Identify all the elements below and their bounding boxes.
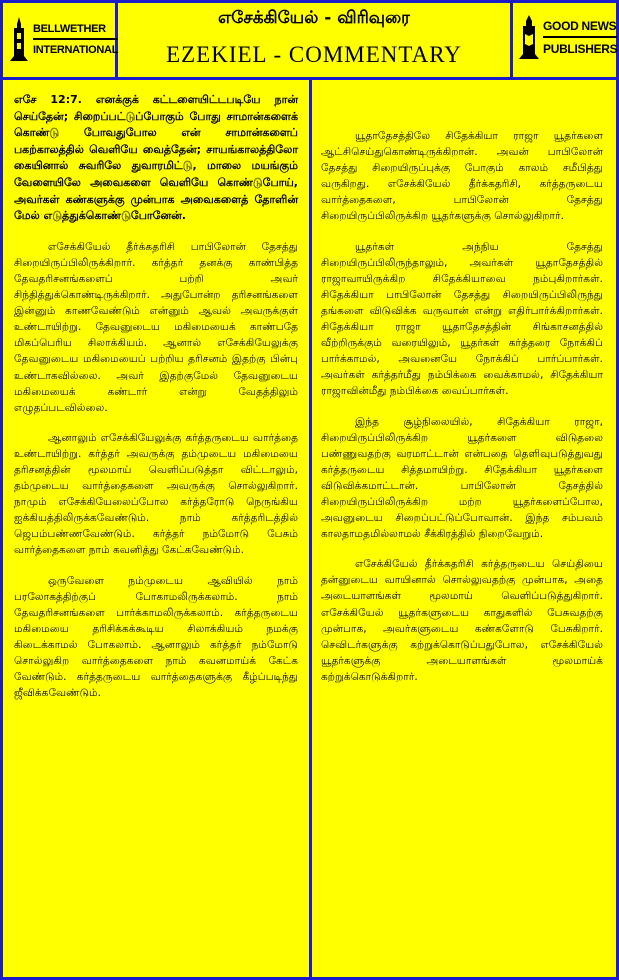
left-column-text xyxy=(14,92,298,715)
publisher-left-line1: BELLWETHER xyxy=(33,22,118,40)
left-paragraph-2: ஆனாலும் எசேக்கியேலுக்கு கர்த்தருடைய வார்த்தை உண்டாயிற்று. கர்த்தர் அவருக்கு தம்முடைய மகிமையை தரிசனத்தின் மூலமாய் வெளிப்படுத்தா விட்டாலும், தம்முடைய வார்த்தைகளை அவருக்கு சொல்லுகிறார். நாமும் எசேக்கியேலைப்போல கர்த்தரோடு நெருங்கிய ஐக்கியத்திலிருக்கவேண்டும். நாம் கர்த்தரிடத்தில் ஜெபம்பண்ணவேண்டும். கர்த்தர் நம்மோடு பேசும் வார்த்தைகளை நாம் கவனித்து கேட்கவேண்டும். xyxy=(14,431,298,557)
publisher-right-line1: GOOD NEWS xyxy=(543,18,617,38)
left-paragraph-3: ஒருவேளை நம்முடைய ஆவியில் நாம் பரலோகத்திற்குப் போகாமலிருக்கலாம். நாம் தேவதரிசனங்களை பார்க்காமலிருக்கலாம். கர்த்தருடைய மகிமையை தரிசிக்கக்கூடிய சிலாக்கியம் நமக்கு கிடைக்காமல் போகலாம். ஆனாலும் கர்த்தர் நம்மோடு சொல்லுகிற வார்த்தைகளை நாம் கவனமாய்க் கேட்க வேண்டும். கர்த்தருடைய வார்த்தைகளுக்கு கீழ்ப்படிந்து ஜீவிக்கவேண்டும். xyxy=(14,574,298,700)
bellwether-logo xyxy=(8,16,118,62)
right-paragraph-2: யூதர்கள் அந்நிய தேசத்து சிறையிருப்பிலிருந்தாலும், அவர்கள் யூதாதேசத்தில் ராஜாவாயிருக்கிற சிதேக்கியாவை நம்புகிறார்கள். சிதேக்கியா பாபிலோன் தேசத்து சிறையிருப்பிலிருந்து தங்களை விடுவிக்க வருவான் என்று எதிர்பார்க்கிறார்கள். சிதேக்கியா ராஜா யூதாதேசத்தின் சிங்காசனத்தில் வீற்றிருக்கும் வரையிலும், யூதர்கள் கர்த்தரை நோக்கிப் பார்க்காமல், அவனையே நோக்கிப் பார்ப்பார்கள். அவர்கள் கர்த்தர்மீது நம்பிக்கை வைக்காமல், சிதேக்கியா ராஜாவின்மீது நம்பிக்கை வைப்பார்கள். xyxy=(321,240,603,398)
book-tower-icon xyxy=(518,14,540,60)
publisher-right-line2: PUBLISHERS xyxy=(543,41,618,56)
right-column-text xyxy=(321,128,603,699)
title-english: EZEKIEL - COMMENTARY xyxy=(166,42,462,67)
good-news-logo xyxy=(518,14,617,60)
right-paragraph-3: இந்த சூழ்நிலையில், சிதேக்கியா ராஜா, சிறையிருப்பிலிருக்கிற யூதர்களை விடுதலை பண்ணுவதற்கு வரமாட்டான் என்பதை தெளிவுபடுத்துவது கர்த்தருடைய சித்தமாயிற்று. சிதேக்கியா யூதர்களை விடுவிக்கமாட்டான். பாபிலோன் தேசத்தில் சிறையிருப்பிலிருக்கிற மற்ற யூதர்களைப்போல, அவனுடைய சிறைப்பட்டுப்போவான். இந்த சம்பவம் காலதாமதமில்லாமல் சீக்கிரத்தில் நிறைவேறும். xyxy=(321,415,603,541)
right-paragraph-4: எசேக்கியேல் தீர்க்கதரிசி கர்த்தருடைய செய்தியை தன்னுடைய வாயினால் சொல்லுவதற்கு முன்பாக, அதை அடையாளங்கள் மூலமாய் வெளிப்படுத்துகிறார். எசேக்கியேல் யூதர்களுடைய காதுகளில் பேசுவதற்கு முன்பாக, அவர்களுடைய கண்களோடு பேசுகிறார். செவிடர்களுக்கு கற்றுக்கொடுப்பதுபோல, எசேக்கியேல் யூதர்களுக்கு அடையாளங்கள் மூலமாய்க் கற்றுக்கொடுக்கிறார். xyxy=(321,558,603,683)
left-paragraph-1: எசேக்கியேல் தீர்க்கதரிசி பாபிலோன் தேசத்து சிறையிருப்பிலிருக்கிறார். கர்த்தர் தனக்கு காண்பித்த தேவதரிசனங்களைப் பற்றி அவர் சிந்தித்துக்கொண்டிருக்கிறார். அதுபோன்ற தரிசனங்களை இன்னும் காணவேண்டும் என்னும் ஆவல் அவருக்குள் உண்டாயிற்று. தேவனுடைய மகிமையைக் காண்பதே மிகப்பெரிய சிலாக்கியம். ஆனால் எசேக்கியேலுக்கு தேவனுடைய மகிமையைப் பற்றிய தரிசனம் இதற்கு பின்பு உண்டாகவில்லை. அவர் இதற்குமேல் தேவனுடைய மகிமையைக் கண்டார் என்று வேதத்திலும் எழுதப்படவில்லை. xyxy=(14,240,298,414)
publisher-left-line2: INTERNATIONAL xyxy=(33,43,119,56)
title-tamil: எசேக்கியேல் - விரிவுரை xyxy=(218,8,410,28)
bible-verse: எசே 12:7. எனக்குக் கட்டளையிட்டபடியே நான் செய்தேன்; சிறைப்பட்டுப்போகும் போது சாமான்களைக் கொண்டு போவதுபோல என் சாமான்களைப் பகற்காலத்தில் வெளியே வைத்தேன்; சாயங்காலத்திலோ கையினால் சுவரிலே துவாரமிட்டு, மாலை மயங்கும் வேளையிலே அவைகளை வெளியே கொண்டுபோய், அவர்கள் கண்களுக்கு முன்பாக அவைகளைத் தோளின் மேல் எடுத்துக்கொண்டுபோனேன். xyxy=(14,93,298,223)
right-paragraph-1: யூதாதேசத்திலே சிதேக்கியா ராஜா யூதர்களை ஆட்சிசெய்துகொண்டிருக்கிறான். அவன் பாபிலோன் தேசத்து சிறையிருப்புக்கு போகும் காலம் சமீபித்து வருகிறது. எசேக்கியேல் தீர்க்கதரிசி, கர்த்தருடைய வார்த்தைகளை, பாபிலோன் தேசத்து சிறையிருப்பிலிருக்கிற யூதர்களுக்கு சொல்லுகிறார். xyxy=(321,130,603,223)
bell-tower-icon xyxy=(8,16,30,62)
